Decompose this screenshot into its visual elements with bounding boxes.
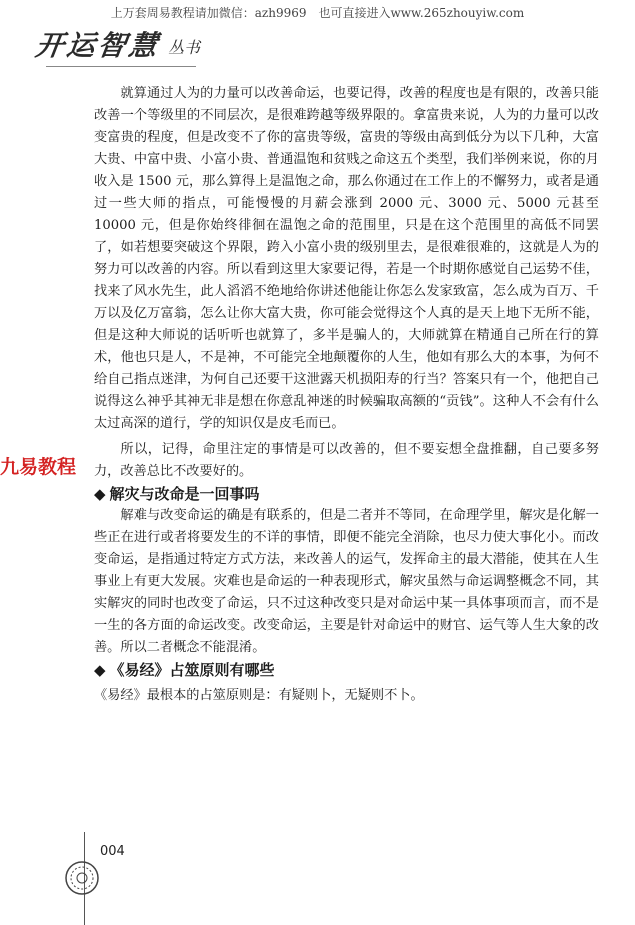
series-logo [33, 22, 201, 64]
diamond-bullet-icon: ◆ [94, 661, 106, 679]
diamond-bullet-icon: ◆ [94, 485, 106, 503]
body-paragraph: 解难与改变命运的确是有联系的，但是二者并不等同，在命理学里，解灾是化解一些正在进行或者将要发生的不详的事情，即便不能完全消除，也尽力使大事化小。而改变命运，是指通过特定方式方法，来改善人的运气，发挥命主的最大潜能，使其在人生事业上有更大发展。灾难也是命运的一种表现形式，解灾虽然与命运调整概念不同，其实解灾的同时也改变了命运，只不过这种改变只是对命运中某一具体事项而言，而不是一生的各方面的命运改变。改变命运，主要是针对命运中的财官、运气等人生大象的改善。所以二者概念不能混淆。 [94, 508, 599, 655]
page-number: 004 [100, 844, 125, 859]
body-paragraph: 就算通过人为的力量可以改善命运，也要记得，改善的程度也是有限的，改善只能改善一个等级里的不同层次，是很难跨越等级界限的。拿富贵来说，人为的力量可以改变富贵的程度，但是改变不了你的富贵等级，富贵的等级由高到低分为以下几种，大富大贵、中富中贵、小富小贵、普通温饱和贫贱之命这五个类型，我们举例来说，你的月收入是 1500 元，那么算得上是温饱之命，那么你通过在工作上的不懈努力，或者是通过一些大师的指点，可能慢慢的月薪会涨到 2000 元、3000 元、5000 元甚至 10000 元，但是你始终徘徊在温饱之命的范围里，只是在这个范围里的高低不同罢了，如若想要突破这个界限，跨入小富小贵的级别里去，是很难很难的，这就是人为的努力可以改善的内容。所以看到这里大家要记得，若是一个时期你感觉自己运势不佳，找来了风水先生，此人滔滔不绝地给你讲述他能让你怎么发家致富，怎么成为百万、千万以及亿万富翁，怎么让你大富大贵，你可能会觉得这个人真的是天上地下无所不能，但是这种大师说的话听听也就算了，多半是骗人的，大师就算在精通自己所在行的算术，他也只是人，不是神，不可能完全地颠覆你的人生，他如有那么大的本事，为何不给自己指点迷津，为何自己还要干这泄露天机损阳寿的行当？答案只有一个，他把自己说得这么神乎其神无非是想在你意乱神迷的时候骗取高额的“贡钱”。这种人不会有什么太过高深的道行，学的知识仅是皮毛而已。 [94, 86, 599, 431]
logo-underline [46, 66, 196, 67]
section-heading-text: 《易经》占筮原则有哪些 [109, 661, 275, 679]
ornament-icon [64, 860, 100, 896]
body-paragraph: 《易经》最根本的占筮原则是：有疑则卜，无疑则不卜。 [94, 688, 424, 703]
series-title: 开运智慧 [33, 29, 163, 62]
section-heading [94, 483, 599, 505]
side-watermark-label: 九易教程 [0, 456, 77, 478]
body-paragraph: 所以，记得，命里注定的事情是可以改善的，但不要妄想全盘推翻，自己要多努力，改善总比不改要好的。 [94, 442, 599, 479]
section-heading [94, 659, 599, 681]
series-suffix: 丛书 [168, 38, 201, 57]
section-heading-text: 解灾与改命是一回事吗 [109, 485, 260, 503]
page-content [94, 83, 599, 707]
watermark-header: 上万套周易教程请加微信：azh9969 也可直接进入www.265zhouyiw.com [110, 6, 525, 20]
